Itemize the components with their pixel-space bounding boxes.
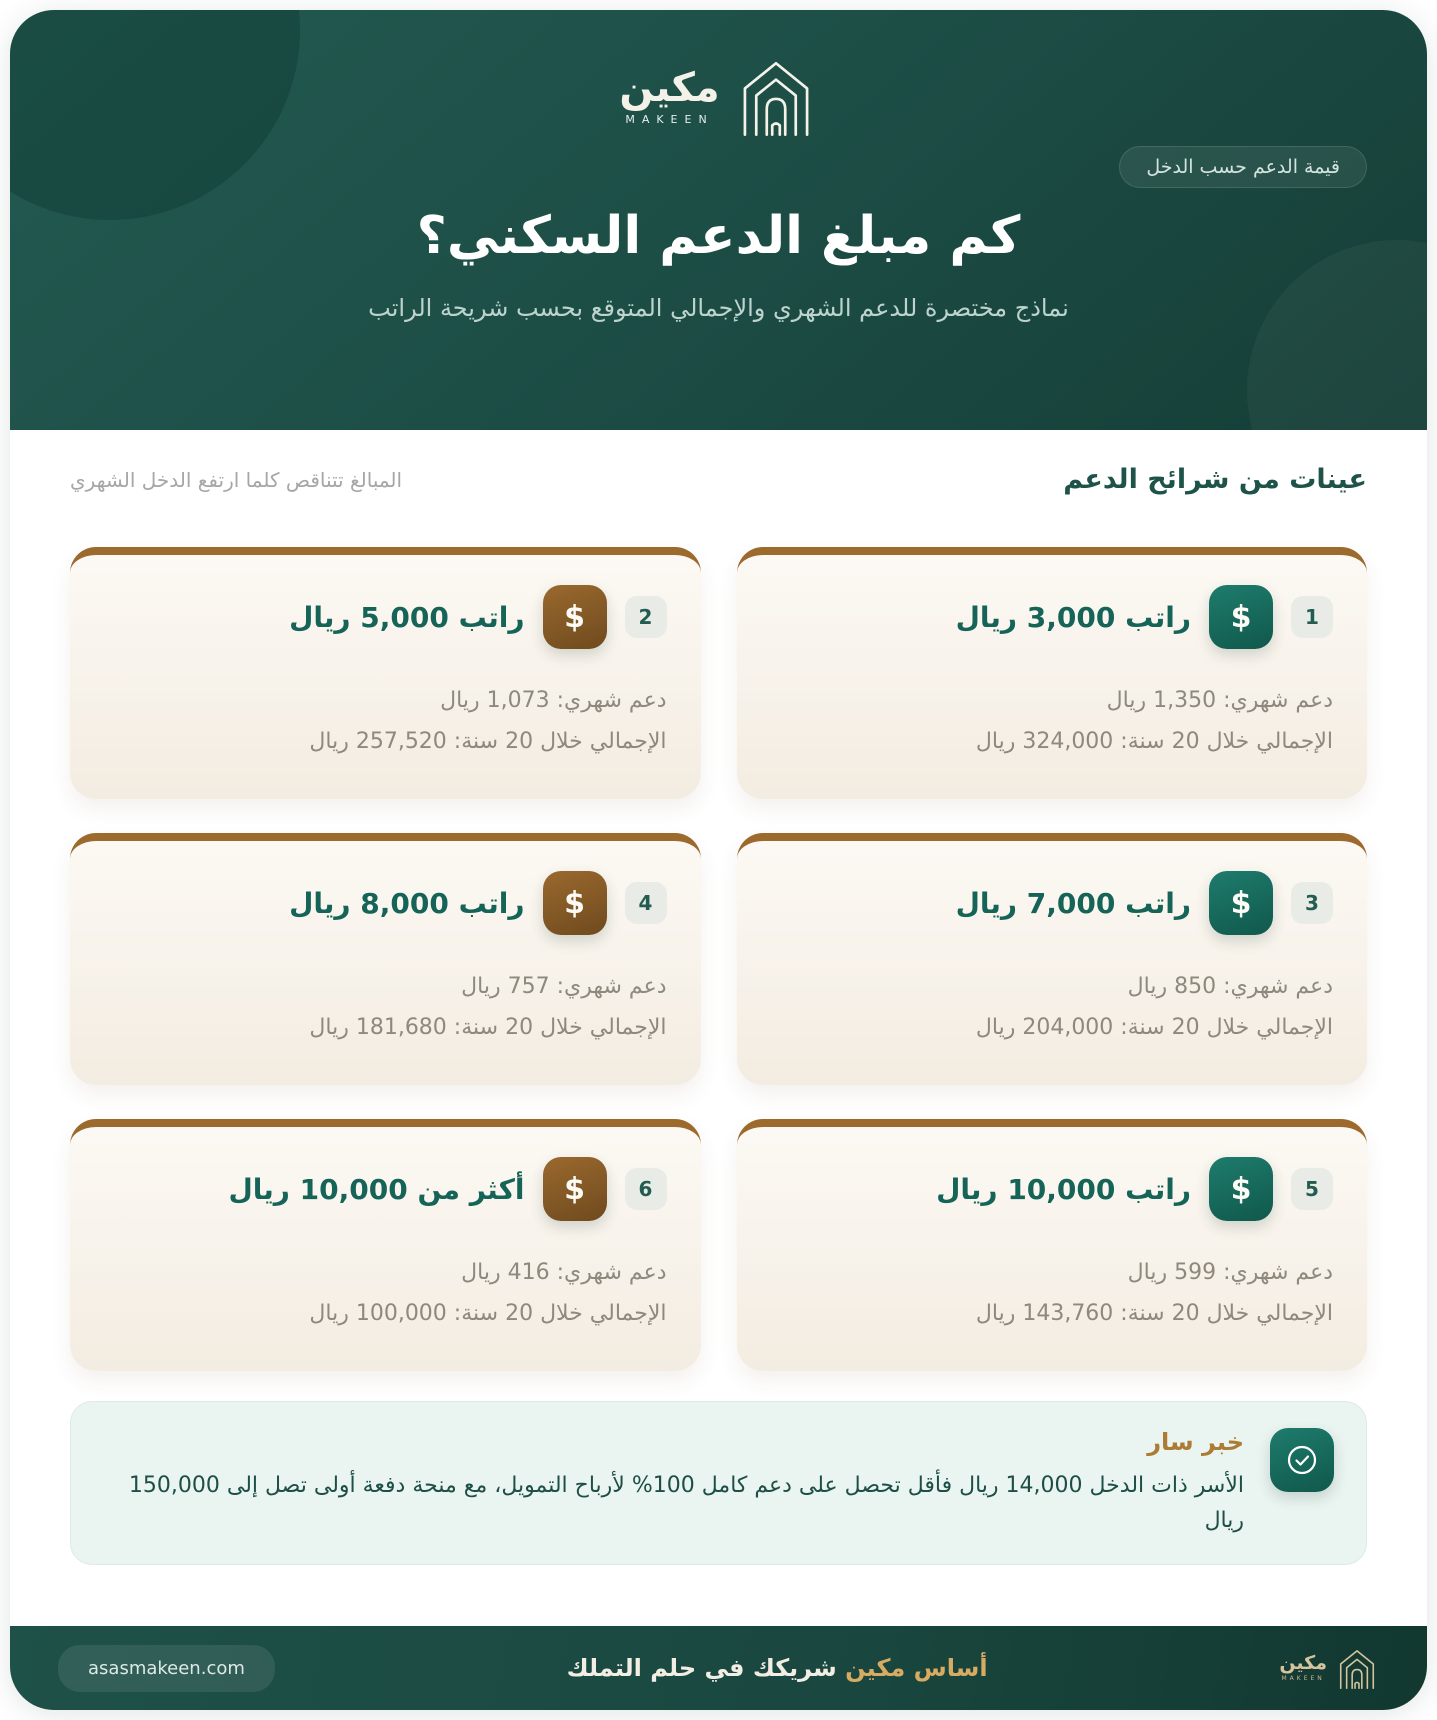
- total-support-value: الإجمالي خلال 20 سنة: 257,520 ريال: [309, 728, 667, 754]
- total-support-value: الإجمالي خلال 20 سنة: 143,760 ريال: [975, 1300, 1333, 1326]
- footer-logo-arabic: مكين: [1279, 1652, 1327, 1674]
- card-header: [771, 585, 1334, 649]
- good-news-box: [70, 1401, 1367, 1565]
- house-logo-icon: [734, 54, 818, 138]
- brand-name: أساس مكين: [845, 1654, 988, 1682]
- dollar-icon: $: [1209, 871, 1273, 935]
- section-note: المبالغ تتناقص كلما ارتفع الدخل الشهري: [70, 467, 403, 492]
- check-circle-icon: [1270, 1428, 1334, 1492]
- footer: [10, 1626, 1427, 1710]
- dollar-icon: $: [543, 871, 607, 935]
- makeen-logo: [619, 54, 817, 138]
- page-subtitle: نماذج مختصرة للدعم الشهري والإجمالي المتوقع بحسب شريحة الراتب: [368, 294, 1069, 322]
- good-news-body: الأسر ذات الدخل 14,000 ريال فأقل تحصل على دعم كامل 100% لأرباح التمويل، مع منحة دفعة أولى تصل إلى 150,000 ريال: [128, 1473, 1244, 1534]
- card-header: [104, 1157, 667, 1221]
- page-title: كم مبلغ الدعم السكني؟: [416, 206, 1021, 266]
- website-link[interactable]: asasmakeen.com: [58, 1645, 275, 1692]
- tier-number-badge: 6: [625, 1168, 667, 1210]
- footer-logo-latin: MAKEEN: [1281, 1675, 1325, 1682]
- tier-card-5: [737, 1119, 1368, 1371]
- dollar-icon: $: [1209, 1157, 1273, 1221]
- monthly-support-value: دعم شهري: 757 ريال: [461, 974, 667, 999]
- dollar-icon: $: [1209, 585, 1273, 649]
- section-header-row: [70, 464, 1367, 495]
- tier-card-3: [737, 833, 1368, 1085]
- tier-card-1: [737, 547, 1368, 799]
- tier-number-badge: 4: [625, 882, 667, 924]
- monthly-support-value: دعم شهري: 416 ريال: [461, 1260, 667, 1285]
- house-logo-icon: [1335, 1646, 1379, 1690]
- logo-arabic-wordmark: مكين: [619, 65, 720, 111]
- card-header: [104, 871, 667, 935]
- monthly-support-value: دعم شهري: 850 ريال: [1127, 974, 1333, 999]
- support-tiers-grid: [70, 547, 1367, 1371]
- salary-title: راتب 7,000 ريال: [955, 886, 1191, 920]
- monthly-support-value: دعم شهري: 1,073 ريال: [440, 688, 667, 713]
- tier-number-badge: 1: [1291, 596, 1333, 638]
- salary-title: راتب 8,000 ريال: [289, 886, 525, 920]
- tier-number-badge: 2: [625, 596, 667, 638]
- footer-logo: [1279, 1646, 1379, 1690]
- infographic-page: [10, 10, 1427, 1710]
- decorative-circle: [1247, 240, 1427, 430]
- total-support-value: الإجمالي خلال 20 سنة: 204,000 ريال: [975, 1014, 1333, 1040]
- card-header: [104, 585, 667, 649]
- card-header: [771, 1157, 1334, 1221]
- total-support-value: الإجمالي خلال 20 سنة: 181,680 ريال: [309, 1014, 667, 1040]
- good-news-title: خبر سار: [1147, 1428, 1244, 1456]
- card-header: [771, 871, 1334, 935]
- salary-title: أكثر من 10,000 ريال: [228, 1172, 525, 1206]
- header: [10, 10, 1427, 430]
- main-content: [10, 430, 1427, 1626]
- salary-title: راتب 10,000 ريال: [936, 1172, 1191, 1206]
- salary-title: راتب 3,000 ريال: [955, 600, 1191, 634]
- footer-tagline: [567, 1654, 988, 1682]
- total-support-value: الإجمالي خلال 20 سنة: 100,000 ريال: [309, 1300, 667, 1326]
- total-support-value: الإجمالي خلال 20 سنة: 324,000 ريال: [975, 728, 1333, 754]
- income-category-badge: قيمة الدعم حسب الدخل: [1119, 146, 1367, 188]
- monthly-support-value: دعم شهري: 599 ريال: [1127, 1260, 1333, 1285]
- dollar-icon: $: [543, 585, 607, 649]
- tagline-text: شريكك في حلم التملك: [566, 1654, 846, 1682]
- tier-number-badge: 5: [1291, 1168, 1333, 1210]
- tier-number-badge: 3: [1291, 882, 1333, 924]
- tier-card-2: [70, 547, 701, 799]
- tier-card-4: [70, 833, 701, 1085]
- tier-card-6: [70, 1119, 701, 1371]
- monthly-support-value: دعم شهري: 1,350 ريال: [1106, 688, 1333, 713]
- salary-title: راتب 5,000 ريال: [289, 600, 525, 634]
- logo-latin-wordmark: MAKEEN: [625, 113, 714, 126]
- section-title: عينات من شرائح الدعم: [1063, 464, 1367, 495]
- dollar-icon: $: [543, 1157, 607, 1221]
